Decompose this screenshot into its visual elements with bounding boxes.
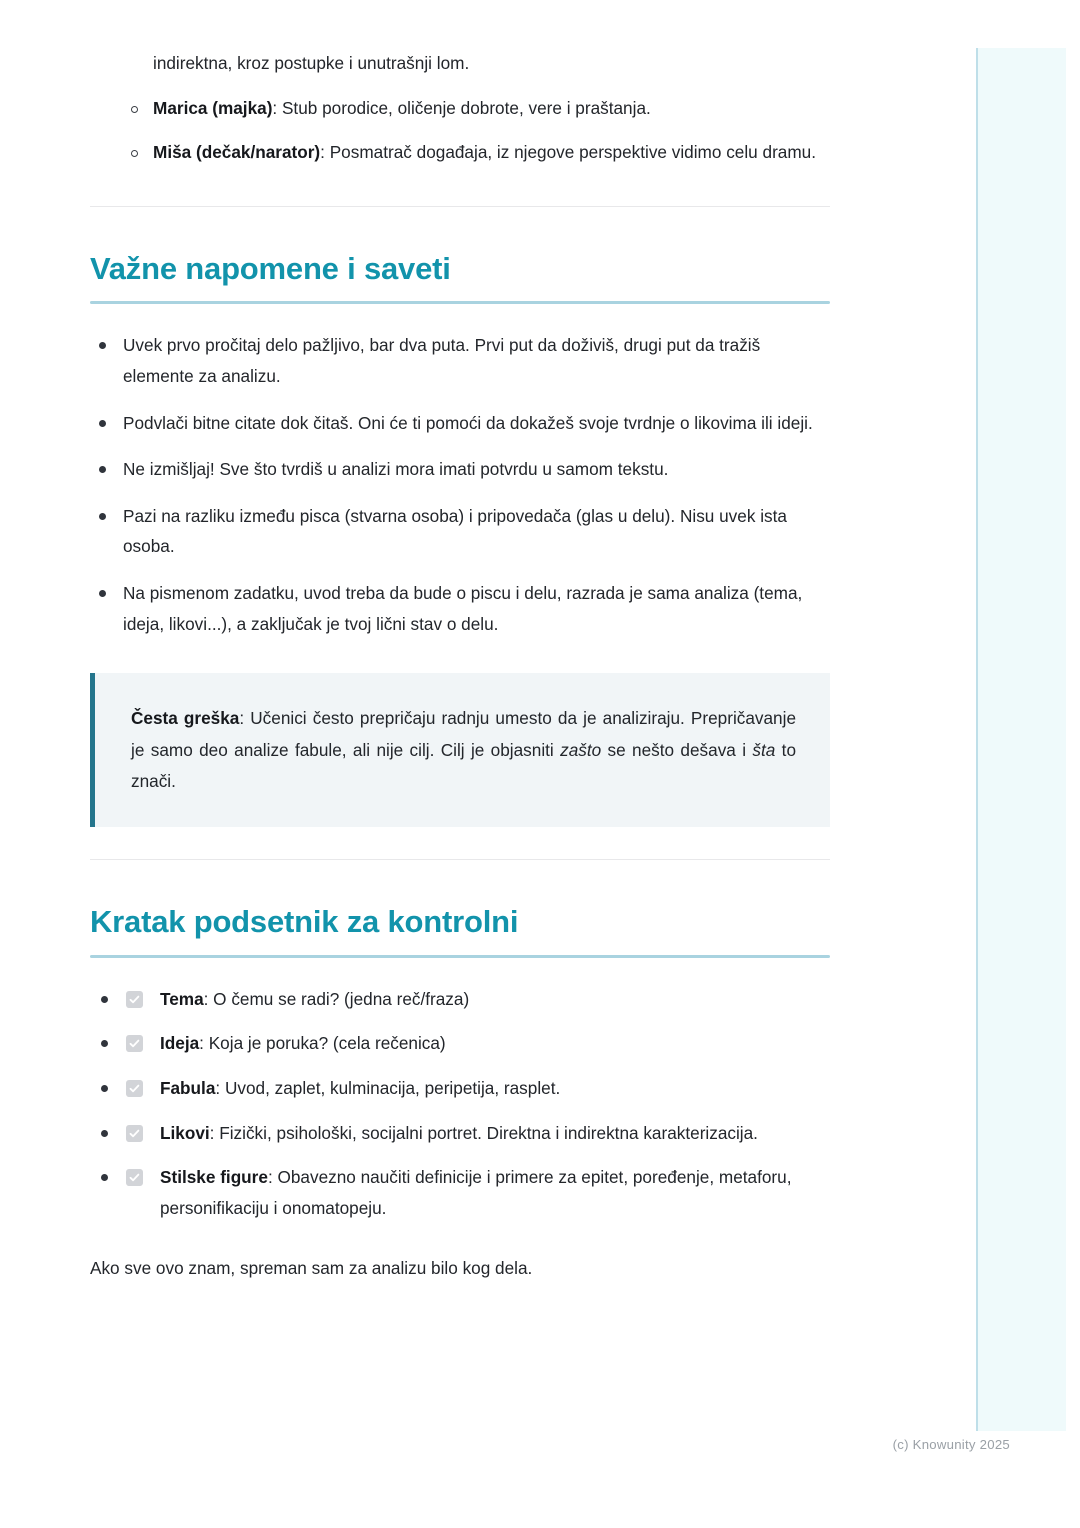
list-item-text: Uvek prvo pročitaj delo pažljivo, bar dva puta. Prvi put da doživiš, drugi put da tražiš elemente za analizu. <box>123 335 761 387</box>
lead-fragment-paragraph: indirektna, kroz postupke i unutrašnji lom. <box>153 53 470 73</box>
checklist-description: : Obavezno naučiti definicije i primere za epitet, poređenje, metaforu, personifikaciju i onomatopeju. <box>160 1167 792 1218</box>
list-item-text: Pazi na razliku između pisca (stvarna osoba) i pripovedača (glas u delu). Nisu uvek ista osoba. <box>123 505 787 557</box>
circle-bullet-icon <box>131 150 138 157</box>
checklist-term: Fabula <box>160 1077 216 1098</box>
side-decoration-panel <box>978 48 1066 1431</box>
list-item <box>90 137 830 168</box>
revision-checklist <box>90 984 830 1224</box>
checkbox-checked-icon[interactable] <box>126 1125 143 1142</box>
checklist-term: Tema <box>160 988 204 1009</box>
section-title-underline <box>90 955 830 958</box>
list-item <box>90 408 830 439</box>
section-title: Kratak podsetnik za kontrolni <box>90 904 519 940</box>
callout-body-3: to znači. <box>131 739 797 791</box>
callout-body-2: se nešto dešava i <box>601 739 753 760</box>
list-item <box>90 578 830 639</box>
list-item-text: Ne izmišljaj! Sve što tvrdiš u analizi mora imati potvrdu u samom tekstu. <box>123 459 669 480</box>
list-item-text: Na pismenom zadatku, uvod treba da bude o piscu i delu, razrada je sama analiza (tema, ideja, likovi...), a zaključak je tvoj lični stav o delu. <box>123 583 803 634</box>
dot-bullet-icon <box>101 1130 108 1137</box>
character-description: : Posmatrač događaja, iz njegove perspektive vidimo celu dramu. <box>320 142 816 163</box>
checklist-term: Likovi <box>160 1122 210 1143</box>
document-content <box>90 0 830 1284</box>
dot-bullet-icon <box>99 420 106 427</box>
checkbox-checked-icon[interactable] <box>126 991 143 1008</box>
dot-bullet-icon <box>99 590 106 597</box>
callout-emphasis-1: zašto <box>560 739 602 760</box>
checklist-description: : Fizički, psihološki, socijalni portret. Direktna i indirektna karakterizacija. <box>209 1122 758 1143</box>
list-item <box>90 1028 830 1059</box>
section-title-underline <box>90 301 830 304</box>
dot-bullet-icon <box>101 1085 108 1092</box>
list-item-text: Podvlači bitne citate dok čitaš. Oni će ti pomoći da dokažeš svoje tvrdnje o likovima ili ideji. <box>123 412 813 433</box>
character-name: Marica (majka) <box>153 97 273 118</box>
dot-bullet-icon <box>99 513 106 520</box>
list-item <box>90 93 830 124</box>
character-name: Miša (dečak/narator) <box>153 142 321 163</box>
callout-text <box>131 703 796 797</box>
list-item <box>90 330 830 391</box>
section-title: Važne napomene i saveti <box>90 250 451 286</box>
character-description: : Stub porodice, oličenje dobrote, vere i praštanja. <box>272 97 651 118</box>
circle-bullet-icon <box>131 106 138 113</box>
list-item <box>90 1162 830 1223</box>
checklist-term: Stilske figure <box>160 1167 268 1188</box>
callout-body-1: : Učenici često prepričaju radnju umesto da je analiziraju. Prepričavanje je samo deo analize fabule, ali nije cilj. Cilj je objasniti <box>131 708 796 760</box>
closing-paragraph: Ako sve ovo znam, spreman sam za analizu bilo kog dela. <box>90 1258 533 1279</box>
section-vazne-napomene <box>90 207 830 827</box>
dot-bullet-icon <box>101 1174 108 1181</box>
list-item <box>90 501 830 562</box>
dot-bullet-icon <box>99 342 106 349</box>
callout-emphasis-2: šta <box>752 739 776 760</box>
list-item <box>90 1118 830 1149</box>
callout-label: Česta greška <box>131 708 240 729</box>
common-mistake-callout <box>90 673 830 827</box>
dot-bullet-icon <box>101 996 108 1003</box>
tips-list <box>90 330 830 639</box>
checklist-term: Ideja <box>160 1033 200 1054</box>
dot-bullet-icon <box>99 466 106 473</box>
checklist-description: : O čemu se radi? (jedna reč/fraza) <box>203 988 470 1009</box>
list-item <box>90 454 830 485</box>
dot-bullet-icon <box>101 1040 108 1047</box>
checklist-description: : Uvod, zaplet, kulminacija, peripetija, rasplet. <box>215 1077 561 1098</box>
list-item <box>90 1073 830 1104</box>
section-kratak-podsetnik <box>90 860 830 1284</box>
checkbox-checked-icon[interactable] <box>126 1169 143 1186</box>
character-list <box>90 93 830 168</box>
checkbox-checked-icon[interactable] <box>126 1035 143 1052</box>
checkbox-checked-icon[interactable] <box>126 1080 143 1097</box>
checklist-description: : Koja je poruka? (cela rečenica) <box>199 1033 446 1054</box>
page-footer-copyright: (c) Knowunity 2025 <box>892 1437 1010 1452</box>
list-item <box>90 984 830 1015</box>
